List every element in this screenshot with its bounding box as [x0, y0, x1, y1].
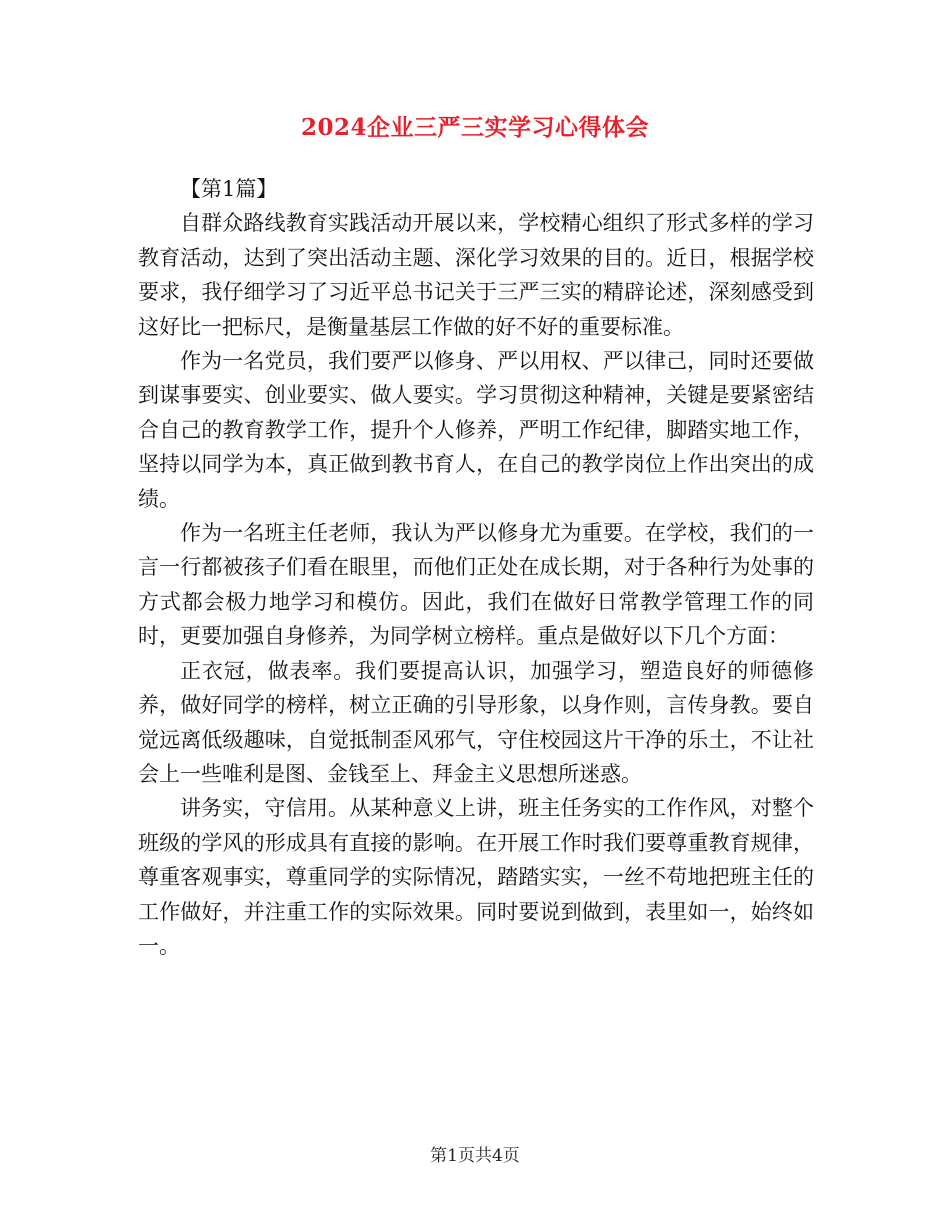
- paragraph-3: 作为一名班主任老师，我认为严以修身尤为重要。在学校，我们的一言一行都被孩子们看在眼里，而他们正处在成长期，对于各种行为处事的方式都会极力地学习和模仿。因此，我们在做好日常教学管理工作的同时，更要加强自身修养，为同学树立榜样。重点是做好以下几个方面：: [138, 521, 814, 649]
- document-body: [138, 172, 814, 963]
- page-indicator: 第1页共4页: [430, 1146, 520, 1166]
- paragraph-1: 自群众路线教育实践活动开展以来，学校精心组织了形式多样的学习教育活动，达到了突出活动主题、深化学习效果的目的。近日，根据学校要求，我仔细学习了习近平总书记关于三严三实的精辟论述，深刻感受到这好比一把标尺，是衡量基层工作做的好不好的重要标准。: [138, 211, 814, 339]
- document-title: 2024企业三严三实学习心得体会: [300, 114, 649, 141]
- paragraph-5: 讲务实，守信用。从某种意义上讲，班主任务实的工作作风，对整个班级的学风的形成具有直接的影响。在开展工作时我们要尊重教育规律，尊重客观事实，尊重同学的实际情况，踏踏实实，一丝不苟地把班主任的工作做好，并注重工作的实际效果。同时要说到做到，表里如一，始终如一。: [138, 796, 814, 958]
- paragraph-4: 正衣冠，做表率。我们要提高认识，加强学习，塑造良好的师德修养，做好同学的榜样，树立正确的引导形象，以身作则，言传身教。要自觉远离低级趣味，自觉抵制歪风邪气，守住校园这片干净的乐土，不让社会上一些唯利是图、金钱至上、拜金主义思想所迷惑。: [138, 658, 814, 786]
- section-label: 【第1篇】: [180, 177, 278, 201]
- paragraph-2: 作为一名党员，我们要严以修身、严以用权、严以律己，同时还要做到谋事要实、创业要实、做人要实。学习贯彻这种精神，关键是要紧密结合自己的教育教学工作，提升个人修养，严明工作纪律，脚踏实地工作，坚持以同学为本，真正做到教书育人，在自己的教学岗位上作出突出的成绩。: [138, 349, 814, 511]
